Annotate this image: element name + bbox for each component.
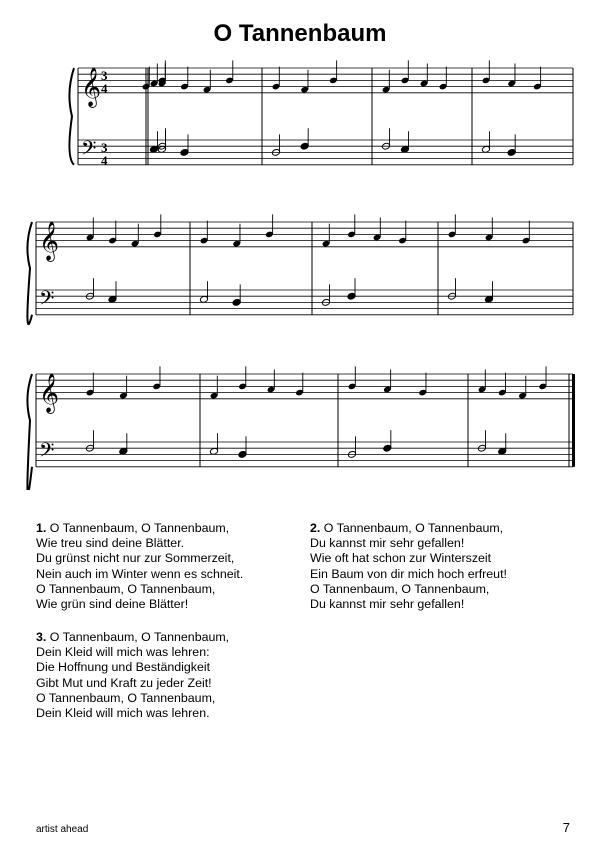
time-signature-bottom: 4 bbox=[101, 81, 108, 96]
verse-1 bbox=[36, 521, 243, 612]
verse-line: Du kannst mir sehr gefallen! bbox=[310, 536, 465, 551]
verse-line: O Tannenbaum, O Tannenbaum, bbox=[36, 690, 216, 705]
brace-icon bbox=[27, 222, 32, 324]
verse-line: O Tannenbaum, O Tannenbaum, bbox=[310, 581, 490, 596]
verse-line: 1. O Tannenbaum, O Tannenbaum, bbox=[36, 521, 230, 535]
verse-line: Du kannst mir sehr gefallen! bbox=[310, 597, 465, 612]
page-title: O Tannenbaum bbox=[213, 20, 387, 47]
footer-publisher: artist ahead bbox=[36, 824, 89, 835]
bass-clef-icon: 𝄢 bbox=[39, 286, 55, 315]
verse-3 bbox=[36, 630, 229, 721]
brace-icon bbox=[27, 374, 32, 490]
time-signature-top: 3 bbox=[101, 68, 108, 83]
verse-2 bbox=[310, 521, 507, 612]
verse-line: Wie grün sind deine Blätter! bbox=[36, 597, 189, 612]
verse-line: Dein Kleid will mich was lehren. bbox=[36, 706, 210, 721]
verse-line: 3. O Tannenbaum, O Tannenbaum, bbox=[36, 630, 230, 644]
brace-icon bbox=[69, 68, 74, 165]
treble-clef-icon: 𝄞 bbox=[39, 220, 60, 261]
treble-clef-icon: 𝄞 bbox=[81, 66, 102, 107]
final-barline bbox=[572, 374, 575, 467]
bass-clef-icon: 𝄢 bbox=[81, 136, 97, 165]
verse-line: Die Hoffnung und Beständigkeit bbox=[36, 660, 211, 675]
time-signature-top: 3 bbox=[101, 140, 108, 155]
verse-line: Wie treu sind deine Blätter. bbox=[36, 536, 185, 551]
verse-line: Ein Baum von dir mich hoch erfreut! bbox=[310, 566, 507, 581]
verse-line: O Tannenbaum, O Tannenbaum, bbox=[36, 581, 216, 596]
verse-line: Dein Kleid will mich was lehren: bbox=[36, 645, 210, 660]
verse-line: 2. O Tannenbaum, O Tannenbaum, bbox=[310, 521, 504, 535]
verse-line: Nein auch im Winter wenn es schneit. bbox=[36, 566, 244, 581]
page-number: 7 bbox=[562, 820, 570, 835]
time-signature-bottom: 4 bbox=[101, 153, 108, 168]
verse-line: Du grünst nicht nur zur Sommerzeit, bbox=[36, 551, 235, 566]
bass-clef-icon: 𝄢 bbox=[39, 438, 55, 467]
verse-line: Wie oft hat schon zur Winterszeit bbox=[310, 551, 492, 566]
staff-system-group bbox=[27, 60, 575, 490]
treble-clef-icon: 𝄞 bbox=[39, 372, 60, 413]
verse-line: Gibt Mut und Kraft zu jeder Zeit! bbox=[36, 675, 212, 690]
